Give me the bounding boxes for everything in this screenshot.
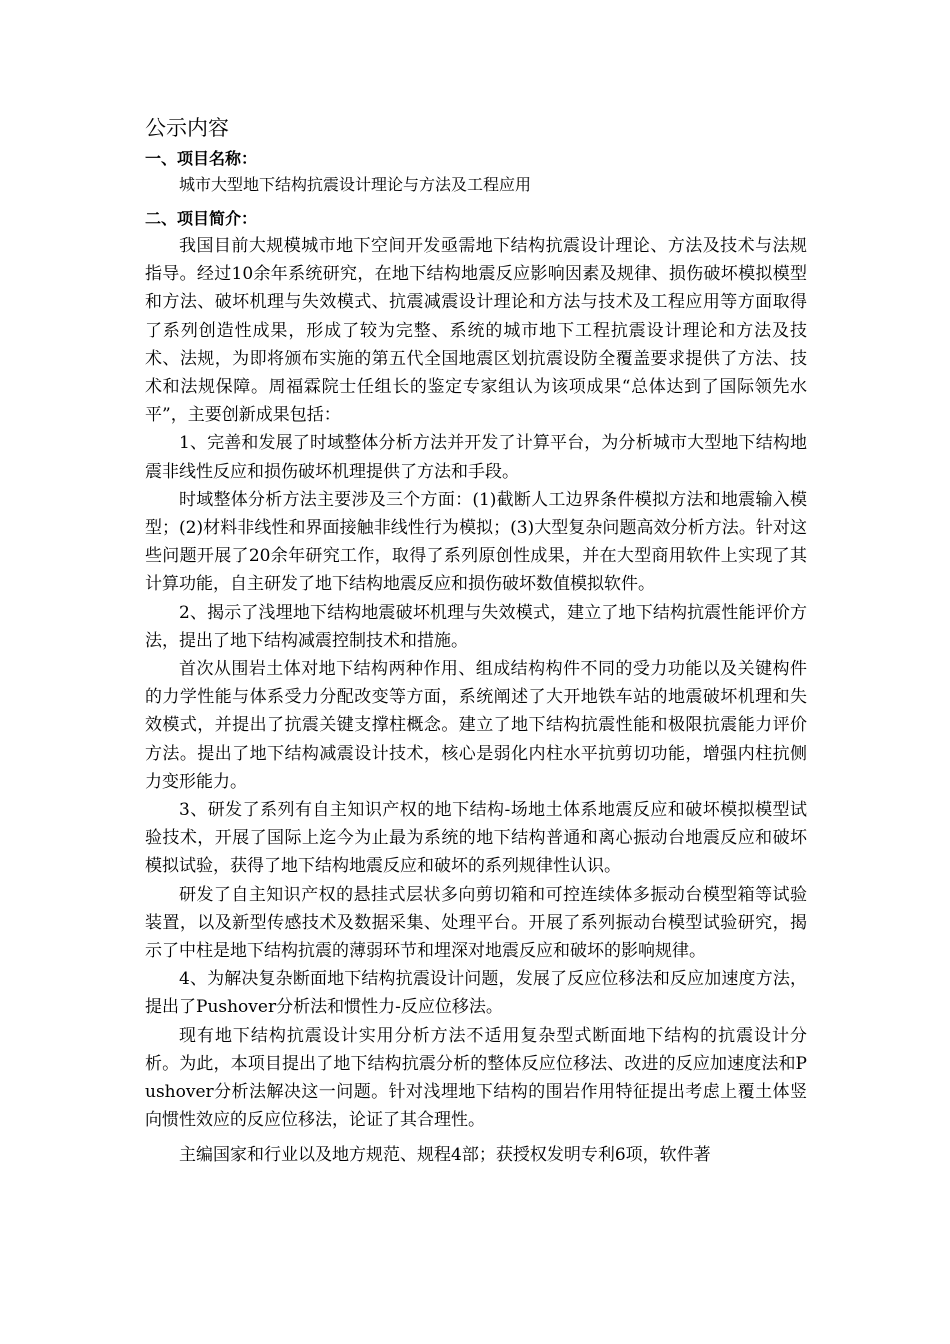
project-name: 城市大型地下结构抗震设计理论与方法及工程应用 [179,175,532,194]
paragraph-innovation-4-detail: 现有地下结构抗震设计实用分析方法不适用复杂型式断面地下结构的抗震设计分析。为此，本项目提出了地下结构抗震分析的整体反应位移法、改进的反应加速度法和Pushover分析法解决这一问题。针对浅埋地下结构的围岩作用特征提出考虑上覆土体竖向惯性效应的反应位移法，论证了其合理性。 [145,1025,807,1131]
paragraph-innovation-2: 2、揭示了浅埋地下结构地震破坏机理与失效模式，建立了地下结构抗震性能评价方法，提出了地下结构减震控制技术和措施。 [145,602,807,651]
paragraph-innovation-4: 4、为解决复杂断面地下结构抗震设计问题，发展了反应位移法和反应加速度方法，提出了Pushover分析法和惯性力-反应位移法。 [145,969,807,1018]
section-heading-project-name: 一、项目名称： [145,149,258,168]
paragraph-innovation-3-detail: 研发了自主知识产权的悬挂式层状多向剪切箱和可控连续体多振动台模型箱等试验装置，以及新型传感技术及数据采集、处理平台。开展了系列振动台模型试验研究，揭示了中柱是地下结构抗震的薄弱环节和埋深对地震反应和破坏的影响规律。 [145,884,807,962]
paragraph-innovation-3: 3、研发了系列有自主知识产权的地下结构-场地土体系地震反应和破坏模拟模型试验技术，开展了国际上迄今为止最为系统的地下结构普通和离心振动台地震反应和破坏模拟试验，获得了地下结构地震反应和破坏的系列规律性认识。 [145,800,807,877]
document-title: 公示内容 [145,116,229,140]
paragraph-innovation-1: 1、完善和发展了时域整体分析方法并开发了计算平台，为分析城市大型地下结构地震非线性反应和损伤破坏机理提供了方法和手段。 [145,433,807,482]
paragraph-innovation-2-detail: 首次从围岩土体对地下结构两种作用、组成结构构件不同的受力功能以及关键构件的力学性能与体系受力分配改变等方面，系统阐述了大开地铁车站的地震破坏机理和失效模式，并提出了抗震关键支撑柱概念。建立了地下结构抗震性能和极限抗震能力评价方法。提出了地下结构减震设计技术，核心是弱化内柱水平抗剪切功能，增强内柱抗侧力变形能力。 [145,659,807,792]
section-heading-project-summary: 二、项目简介： [145,209,258,228]
document-content [145,113,807,1169]
paragraph-innovation-1-detail: 时域整体分析方法主要涉及三个方面：(1)截断人工边界条件模拟方法和地震输入模型；(2)材料非线性和界面接触非线性行为模拟；(3)大型复杂问题高效分析方法。针对这些问题开展了20余年研究工作，取得了系列原创性成果，并在大型商用软件上实现了其计算功能，自主研发了地下结构地震反应和损伤破坏数值模拟软件。 [145,489,807,595]
paragraph-standards-patents: 主编国家和行业以及地方规范、规程4部；获授权发明专利6项，软件著 [179,1144,711,1165]
paragraph-intro: 我国目前大规模城市地下空间开发亟需地下结构抗震设计理论、方法及技术与法规指导。经过10余年系统研究，在地下结构地震反应影响因素及规律、损伤破坏模拟模型和方法、破坏机理与失效模式、抗震减震设计理论和方法与技术及工程应用等方面取得了系列创造性成果，形成了较为完整、系统的城市地下工程抗震设计理论和方法及技术、法规，为即将颁布实施的第五代全国地震区划抗震设防全覆盖要求提供了方法、技术和法规保障。周福霖院士任组长的鉴定专家组认为该项成果“总体达到了国际领先水平”，主要创新成果包括： [145,236,807,426]
